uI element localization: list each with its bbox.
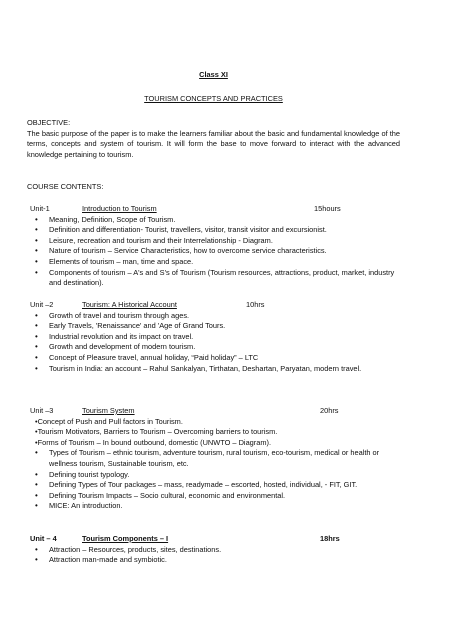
unit-1-header — [27, 204, 400, 215]
list-item: • Tourism Motivators, Barriers to Tourism – Overcoming barriers to tourism. — [27, 427, 400, 438]
list-item: • Concept of Pleasure travel, annual holiday, “Paid holiday” – LTC — [27, 353, 400, 364]
list-item: • Components of tourism – A's and S's of Tourism (Tourism resources, attractions, product, market, industry and destination). — [27, 268, 400, 289]
unit-name: Tourism System — [82, 406, 135, 415]
unit-2-topics — [27, 311, 400, 375]
unit-label: Unit –3 — [30, 406, 54, 415]
unit-4-section — [27, 534, 400, 566]
unit-hours: 18hrs — [320, 534, 340, 543]
unit-hours: 20hrs — [320, 406, 339, 415]
unit-name: Tourism Components – I — [82, 534, 169, 543]
unit-label: Unit –2 — [30, 300, 54, 309]
list-item: • Defining Types of Tour packages – mass, readymade – escorted, hosted, individual, - FIT, GIT. — [27, 480, 400, 491]
unit-1-topics — [27, 215, 400, 289]
objective-text: The basic purpose of the paper is to make the learners familiar about the basic and fundamental knowledge of the terms, concepts and system of tourism. It will form the base to move forward to interact with the advanced knowledge pertaining to tourism. — [27, 128, 400, 159]
unit-1-section — [27, 204, 400, 289]
unit-3-section — [27, 406, 400, 512]
list-item: • Nature of tourism – Service Characteristics, how to overcome service characteristics. — [27, 246, 400, 257]
objective-section — [27, 118, 400, 160]
unit-name: Tourism: A Historical Account — [82, 300, 177, 309]
objective-heading: OBJECTIVE: — [27, 118, 71, 127]
class-title: Class XI — [199, 70, 228, 79]
list-item: • Forms of Tourism – In bound outbound, domestic (UNWTO – Diagram). — [27, 438, 400, 449]
unit-hours: 10hrs — [246, 300, 265, 309]
list-item: • Attraction man-made and symbiotic. — [27, 555, 400, 566]
contents-heading: COURSE CONTENTS: — [27, 182, 104, 191]
unit-2-header — [27, 300, 400, 311]
list-item: • Industrial revolution and its impact on travel. — [27, 332, 400, 343]
subject-title: TOURISM CONCEPTS AND PRACTICES — [144, 94, 283, 103]
list-item: • MICE: An introduction. — [27, 501, 400, 512]
unit-3-header — [27, 406, 400, 417]
unit-3-topics — [27, 448, 400, 512]
list-item: • Growth of travel and tourism through ages. — [27, 311, 400, 322]
unit-4-topics — [27, 545, 400, 566]
list-item: • Defining tourist typology. — [27, 470, 400, 481]
unit-name: Introduction to Tourism — [82, 204, 157, 213]
unit-3-factors — [27, 417, 400, 449]
unit-4-header — [27, 534, 400, 545]
unit-2-section — [27, 300, 400, 374]
list-item: • Growth and development of modern tourism. — [27, 342, 400, 353]
page-content — [27, 0, 400, 640]
list-item: • Definition and differentiation- Tourist, travellers, visitor, transit visitor and excursionist. — [27, 225, 400, 236]
unit-label: Unit-1 — [30, 204, 50, 213]
list-item: • Concept of Push and Pull factors in Tourism. — [27, 417, 400, 428]
list-item: • Leisure, recreation and tourism and their Interrelationship - Diagram. — [27, 236, 400, 247]
list-item: • Elements of tourism – man, time and space. — [27, 257, 400, 268]
unit-hours: 15hours — [314, 204, 341, 213]
list-item: • Types of Tourism – ethnic tourism, adventure tourism, rural tourism, eco-tourism, medical or health or wellness tourism, Sustainable tourism, etc. — [27, 448, 400, 469]
list-item: • Attraction – Resources, products, sites, destinations. — [27, 545, 400, 556]
unit-label: Unit – 4 — [30, 534, 57, 543]
list-item: • Meaning, Definition, Scope of Tourism. — [27, 215, 400, 226]
list-item: • Defining Tourism Impacts – Socio cultural, economic and environmental. — [27, 491, 400, 502]
list-item: • Tourism in India: an account – Rahul Sankalyan, Tirthatan, Deshartan, Paryatan, modern travel. — [27, 364, 400, 375]
list-item: • Early Travels, 'Renaissance' and 'Age of Grand Tours. — [27, 321, 400, 332]
